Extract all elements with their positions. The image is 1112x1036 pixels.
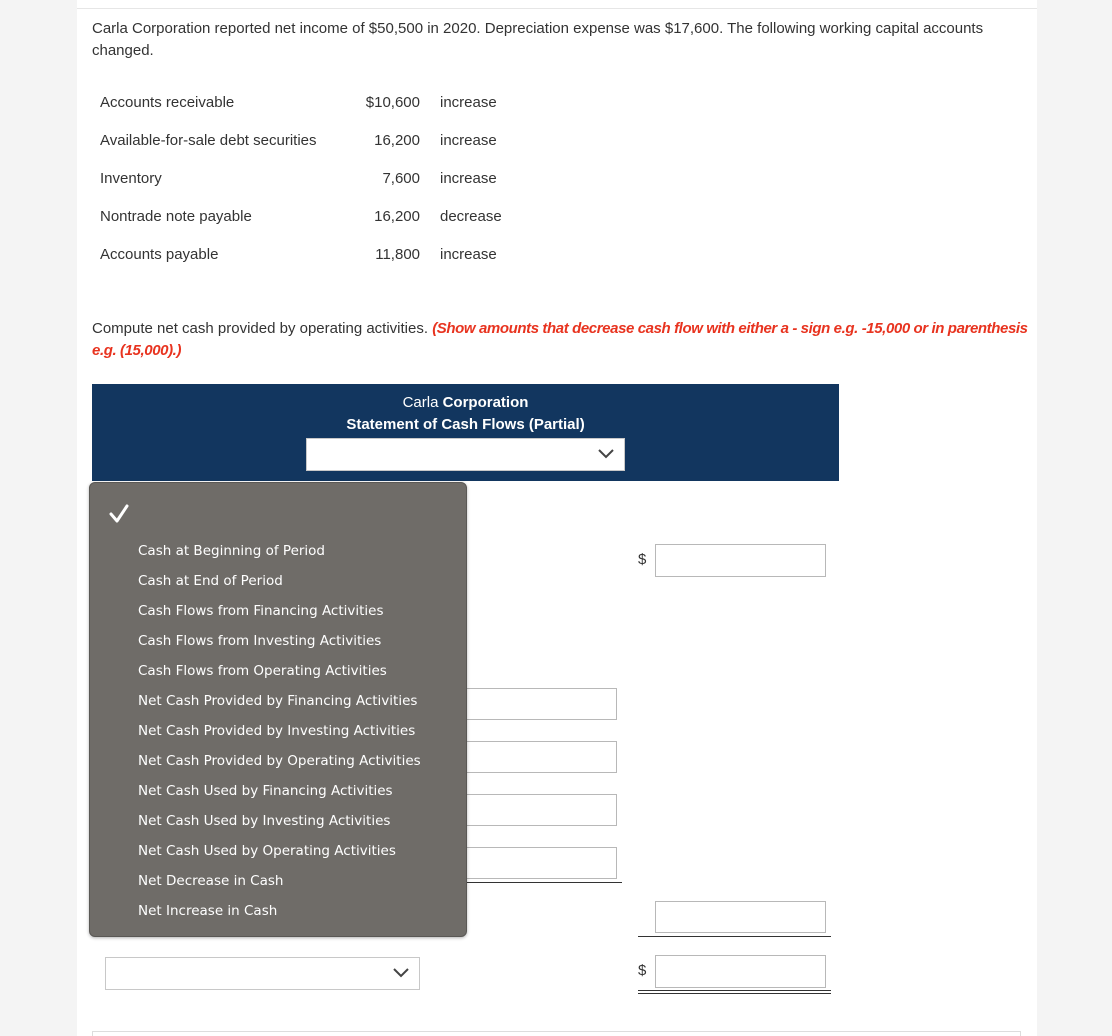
dropdown-option[interactable]: Net Cash Used by Financing Activities <box>138 783 393 799</box>
dropdown-option[interactable]: Net Cash Used by Investing Activities <box>138 813 391 829</box>
problem-intro: Carla Corporation reported net income of $50,500 in 2020. Depreciation expense was $17,600. The following working capital accounts changed. <box>92 20 984 59</box>
account-label: Accounts payable <box>100 246 219 263</box>
statement-title: Statement of Cash Flows (Partial) <box>346 416 585 433</box>
dropdown-option[interactable]: Cash Flows from Operating Activities <box>138 663 387 679</box>
account-change: increase <box>440 94 497 111</box>
account-change: increase <box>440 246 497 263</box>
account-label: Inventory <box>100 170 162 187</box>
currency-symbol: $ <box>638 962 647 979</box>
dropdown-option[interactable]: Cash at End of Period <box>138 573 283 589</box>
net-cash-input[interactable] <box>655 955 826 988</box>
dropdown-option[interactable]: Net Cash Provided by Financing Activities <box>138 693 418 709</box>
company-name-plain: Carla <box>402 394 439 411</box>
subtotal-underline <box>440 882 622 883</box>
dropdown-option[interactable]: Net Cash Used by Operating Activities <box>138 843 396 859</box>
company-name <box>92 394 839 412</box>
account-amount: 16,200 <box>374 208 420 225</box>
checkmark-icon <box>108 503 130 525</box>
dropdown-option[interactable]: Net Decrease in Cash <box>138 873 284 889</box>
double-underline-bottom <box>638 993 831 994</box>
line-item-select[interactable] <box>105 957 420 990</box>
subtotal-underline <box>638 936 831 937</box>
total-adjustments-input[interactable] <box>655 901 826 933</box>
account-label: Nontrade note payable <box>100 208 252 225</box>
double-underline-top <box>638 990 831 991</box>
account-amount: $10,600 <box>365 94 420 111</box>
period-select[interactable] <box>306 438 625 471</box>
dropdown-option[interactable]: Net Cash Provided by Investing Activities <box>138 723 416 739</box>
dropdown-option[interactable]: Net Increase in Cash <box>138 903 278 919</box>
next-panel-edge <box>92 1031 1021 1036</box>
divider <box>77 8 1037 9</box>
dropdown-option[interactable]: Cash Flows from Financing Activities <box>138 603 384 619</box>
account-amount: 11,800 <box>375 246 420 263</box>
account-change: increase <box>440 170 497 187</box>
account-change: increase <box>440 132 497 149</box>
question-hint: (Show amounts that decrease cash flow with either a - sign e.g. -15,000 or in parenthesis e.g. (15,000).) <box>92 320 1028 359</box>
amount-input[interactable] <box>655 544 826 577</box>
currency-symbol: $ <box>638 551 647 568</box>
account-change: decrease <box>440 208 502 225</box>
company-name-bold: Corporation <box>442 394 529 411</box>
dropdown-option[interactable]: Cash at Beginning of Period <box>138 543 326 559</box>
account-label: Accounts receivable <box>100 94 235 111</box>
chevron-down-icon <box>391 963 411 983</box>
question-prompt <box>92 318 1032 362</box>
dropdown-menu <box>89 482 467 937</box>
chevron-down-icon <box>596 444 616 464</box>
dropdown-option[interactable]: Net Cash Provided by Operating Activities <box>138 753 421 769</box>
account-label: Available-for-sale debt securities <box>100 132 317 149</box>
account-amount: 7,600 <box>382 170 420 187</box>
question-text: Compute net cash provided by operating activities. <box>92 320 433 337</box>
statement-header <box>92 384 839 481</box>
account-amount: 16,200 <box>374 132 420 149</box>
dropdown-option[interactable]: Cash Flows from Investing Activities <box>138 633 382 649</box>
